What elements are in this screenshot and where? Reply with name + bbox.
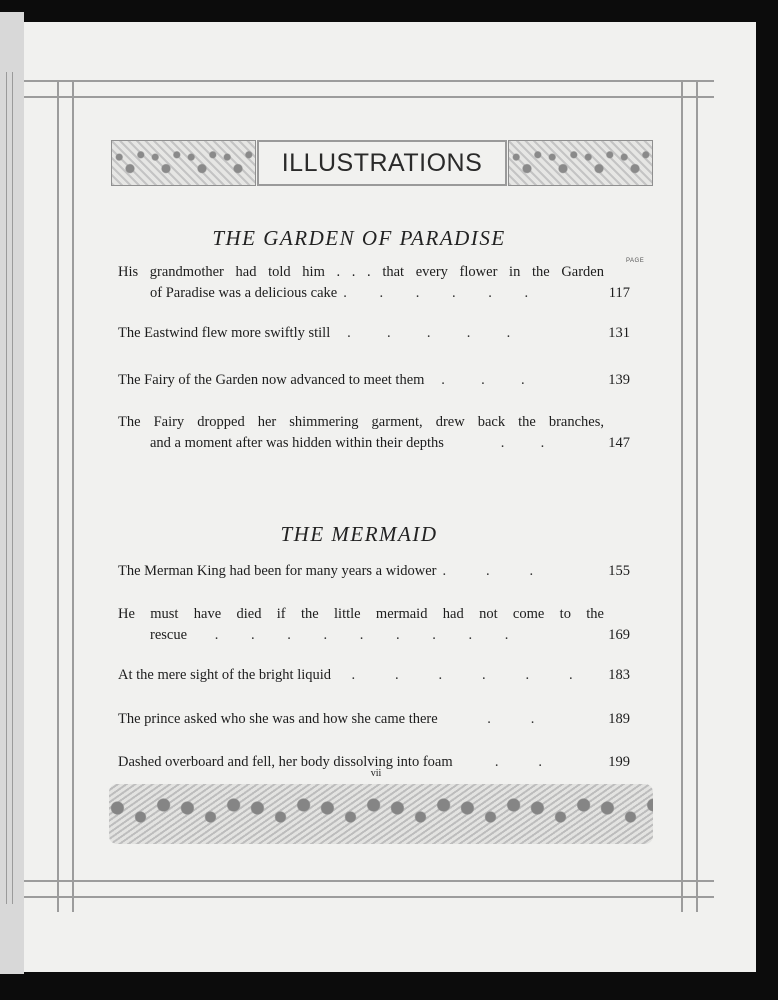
dot-leader: . . . xyxy=(442,563,534,579)
section-title: THE GARDEN OF PARADISE xyxy=(212,226,506,250)
page-column-header: PAGE xyxy=(626,258,645,264)
dot-leader: . . . . . xyxy=(336,325,511,341)
entry-text: rescue xyxy=(150,627,188,643)
page-number: 155 xyxy=(608,563,630,579)
entry-text: The prince asked who she was and how she came there xyxy=(118,711,438,727)
entry-text: The Eastwind flew more swiftly still xyxy=(118,325,331,341)
page-heading: ILLUSTRATIONS xyxy=(257,140,507,186)
list-item xyxy=(118,665,630,686)
entry-text: Dashed overboard and fell, her body dissolving into foam xyxy=(118,754,453,770)
dot-leader: . . . . . . . . . xyxy=(193,627,509,643)
section-title: THE MERMAID xyxy=(280,522,438,546)
title-banner xyxy=(111,140,653,186)
page-number: 117 xyxy=(608,285,630,301)
list-item xyxy=(118,370,630,391)
list-item xyxy=(118,323,630,344)
entry-text: At the mere sight of the bright liquid xyxy=(118,667,332,683)
page-number: 147 xyxy=(608,435,630,451)
page-number: 189 xyxy=(608,711,630,727)
page-number: 131 xyxy=(608,325,630,341)
previous-page-edge xyxy=(0,12,24,974)
dot-leader: . . xyxy=(443,711,535,727)
entry-text: The Fairy of the Garden now advanced to meet them xyxy=(118,372,425,388)
entry-text: He must have died if the little mermaid had not come to the xyxy=(118,606,604,622)
floral-ornament-right xyxy=(508,140,653,186)
list-item xyxy=(118,262,630,304)
list-item xyxy=(118,709,630,730)
dot-leader: . . xyxy=(449,435,545,451)
entry-text: and a moment after was hidden within their depths xyxy=(150,435,444,451)
dot-leader: . . xyxy=(458,754,543,770)
list-item xyxy=(118,604,630,646)
page-number: 183 xyxy=(608,667,630,683)
folio-page-number: vii xyxy=(370,768,382,779)
entry-text: The Fairy dropped her shimmering garment, drew back the branches, xyxy=(118,414,604,430)
floral-ornament-left xyxy=(111,140,256,186)
list-item xyxy=(118,561,630,582)
dot-leader: . . . . . . xyxy=(337,667,573,683)
dot-leader: . . . . . . xyxy=(343,285,529,301)
dot-leader: . . . xyxy=(430,372,525,388)
page-number: 139 xyxy=(608,372,630,388)
page-number: 169 xyxy=(608,627,630,643)
entry-text: of Paradise was a delicious cake xyxy=(150,285,338,301)
page-number: 199 xyxy=(608,754,630,770)
bottom-floral-ornament xyxy=(109,784,653,844)
entry-text: The Merman King had been for many years a widower xyxy=(118,563,437,579)
list-item xyxy=(118,412,630,454)
entry-text: His grandmother had told him . . . that every flower in the Garden xyxy=(118,264,604,280)
